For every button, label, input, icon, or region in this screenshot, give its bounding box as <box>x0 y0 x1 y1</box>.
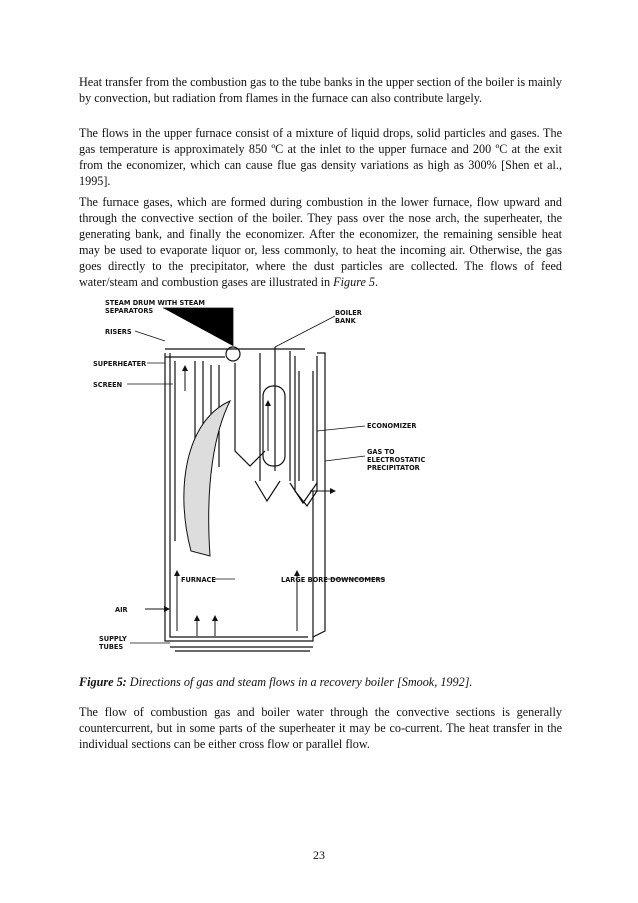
label-electrostatic: ELECTROSTATIC <box>367 456 426 464</box>
label-precipitator: PRECIPITATOR <box>367 464 420 472</box>
label-superheater: SUPERHEATER <box>93 360 147 368</box>
leader-lines <box>127 308 385 643</box>
paragraph-convection: Heat transfer from the combustion gas to the tube banks in the upper section of the boiler is mainly by convection, but radiation from flames in the furnace can also contribute largely. <box>79 75 562 105</box>
label-gas-to: GAS TO <box>367 448 395 456</box>
paragraph-furnace-gases <box>79 194 562 290</box>
figure-caption <box>79 675 562 690</box>
paragraph-furnace-gases-text: The furnace gases, which are formed during combustion in the lower furnace, flow upward and through the convective section of the boiler. They pass over the nose arch, the superheater, the generating bank, and finally the economizer. After the economizer, the remaining sensible heat may be used to evaporate liquor or, less commonly, to heat the incoming air. Otherwise, the gas goes directly to the precipitator, where the dust particles are collected. The flows of feed water/steam and combustion gases are illustrated in <box>79 195 562 289</box>
label-downcomers: LARGE BORE DOWNCOMERS <box>281 576 386 584</box>
label-steam-separators: SEPARATORS <box>105 307 154 315</box>
label-air: AIR <box>115 606 128 614</box>
paragraph-furnace-gases-end: . <box>375 275 379 289</box>
flame-plume <box>184 401 230 556</box>
label-furnace: FURNACE <box>181 576 216 584</box>
flow-arrows <box>145 366 335 636</box>
label-screen: SCREEN <box>93 381 123 389</box>
figure-caption-text: Directions of gas and steam flows in a recovery boiler [Smook, 1992]. <box>126 675 473 689</box>
recovery-boiler-figure <box>85 291 465 663</box>
paragraph-upper-furnace-flows: The flows in the upper furnace consist of a mixture of liquid drops, solid particles and gases. The gas temperature is approximately 850 ºC at the inlet to the upper furnace and 200 ºC at the exit from the economizer, which can cause flue gas density variations as high as 300% [Shen et al., 1995]. <box>79 126 562 188</box>
supply-tubes <box>170 647 313 651</box>
label-steam-drum: STEAM DRUM WITH STEAM <box>105 299 205 307</box>
economizer <box>295 356 317 506</box>
label-risers: RISERS <box>105 328 132 336</box>
label-bank: BANK <box>335 317 356 325</box>
figure-reference-link[interactable]: Figure 5 <box>333 275 376 289</box>
label-economizer: ECONOMIZER <box>367 422 417 430</box>
label-tubes: TUBES <box>99 643 124 651</box>
label-boiler: BOILER <box>335 309 362 317</box>
label-supply: SUPPLY <box>99 635 127 643</box>
paragraph-flow-directions: The flow of combustion gas and boiler water through the convective sections is generally countercurrent, but in some parts of the superheater it may be co-current. The heat transfer in the individual sections can be either cross flow or parallel flow. <box>79 705 562 751</box>
page-number: 23 <box>313 848 325 862</box>
figure-caption-label: Figure 5: <box>79 675 127 689</box>
